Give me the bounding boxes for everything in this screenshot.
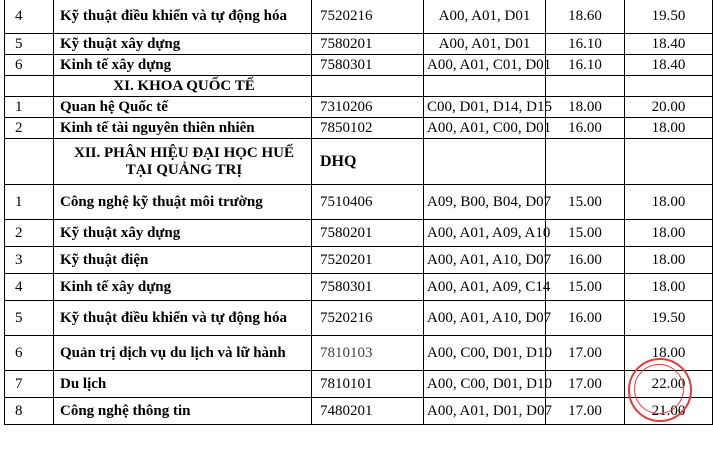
major-name: Công nghệ thông tin bbox=[54, 398, 312, 425]
row-number: 2 bbox=[5, 118, 54, 139]
score-2: 18.40 bbox=[625, 34, 713, 55]
subject-combinations: A00, C00, D01, D10 bbox=[424, 336, 546, 371]
subject-combinations: A00, A01, C00, D01 bbox=[424, 118, 546, 139]
score-1: 15.00 bbox=[546, 220, 625, 247]
major-name: Kỹ thuật xây dựng bbox=[54, 34, 312, 55]
table-row bbox=[5, 301, 713, 336]
major-code: 7850102 bbox=[312, 118, 424, 139]
subject-combinations: A09, B00, B04, D07 bbox=[424, 185, 546, 220]
score-2: 22.00 bbox=[625, 371, 713, 398]
score-2: 18.00 bbox=[625, 274, 713, 301]
table-row bbox=[5, 185, 713, 220]
subject-combinations: A00, A01, A09, C14 bbox=[424, 274, 546, 301]
row-number: 5 bbox=[5, 34, 54, 55]
row-number: 4 bbox=[5, 0, 54, 34]
score-1: 16.00 bbox=[546, 247, 625, 274]
subject-combinations: A00, A01, D01 bbox=[424, 0, 546, 34]
major-code: 7580201 bbox=[312, 220, 424, 247]
score-1: 16.00 bbox=[546, 301, 625, 336]
section-header-row bbox=[5, 139, 713, 185]
subject-combinations: A00, A01, C01, D01 bbox=[424, 55, 546, 76]
major-name: Kỹ thuật điều khiển và tự động hóa bbox=[54, 301, 312, 336]
score-2: 18.00 bbox=[625, 247, 713, 274]
score-2: 19.50 bbox=[625, 301, 713, 336]
major-code: 7310206 bbox=[312, 97, 424, 118]
major-code: 7520201 bbox=[312, 247, 424, 274]
major-code: 7520216 bbox=[312, 301, 424, 336]
admission-score-table bbox=[4, 0, 713, 425]
row-number: 6 bbox=[5, 55, 54, 76]
score-1: 17.00 bbox=[546, 336, 625, 371]
score-2: 18.00 bbox=[625, 220, 713, 247]
major-code: 7510406 bbox=[312, 185, 424, 220]
section-header-row bbox=[5, 76, 713, 97]
major-name: Kỹ thuật điều khiển và tự động hóa bbox=[54, 0, 312, 34]
score-1: 16.00 bbox=[546, 118, 625, 139]
subject-combinations: A00, A01, A10, D07 bbox=[424, 247, 546, 274]
major-name: Du lịch bbox=[54, 371, 312, 398]
major-code: 7810101 bbox=[312, 371, 424, 398]
score-2: 21.00 bbox=[625, 398, 713, 425]
major-code: 7580201 bbox=[312, 34, 424, 55]
table-row bbox=[5, 220, 713, 247]
row-number: 4 bbox=[5, 274, 54, 301]
score-1: 18.00 bbox=[546, 97, 625, 118]
table-row bbox=[5, 0, 713, 34]
row-number: 6 bbox=[5, 336, 54, 371]
score-1: 18.60 bbox=[546, 0, 625, 34]
score-2: 18.00 bbox=[625, 118, 713, 139]
subject-combinations: A00, A01, A09, A10 bbox=[424, 220, 546, 247]
table-row bbox=[5, 336, 713, 371]
score-1: 16.10 bbox=[546, 55, 625, 76]
row-number: 5 bbox=[5, 301, 54, 336]
major-code: 7520216 bbox=[312, 0, 424, 34]
row-number: 1 bbox=[5, 97, 54, 118]
major-code: 7810103 bbox=[312, 336, 424, 371]
row-number: 7 bbox=[5, 371, 54, 398]
table-row bbox=[5, 118, 713, 139]
major-name: Kinh tế xây dựng bbox=[54, 274, 312, 301]
major-name: Kinh tế xây dựng bbox=[54, 55, 312, 76]
score-1: 17.00 bbox=[546, 371, 625, 398]
score-1: 17.00 bbox=[546, 398, 625, 425]
major-name: Kinh tế tài nguyên thiên nhiên bbox=[54, 118, 312, 139]
table-row bbox=[5, 55, 713, 76]
score-2: 19.50 bbox=[625, 0, 713, 34]
score-2: 20.00 bbox=[625, 97, 713, 118]
major-name: Công nghệ kỹ thuật môi trường bbox=[54, 185, 312, 220]
table-row bbox=[5, 371, 713, 398]
subject-combinations: A00, A01, D01, D07 bbox=[424, 398, 546, 425]
score-2: 18.00 bbox=[625, 185, 713, 220]
major-name: Quan hệ Quốc tế bbox=[54, 97, 312, 118]
major-name: Quản trị dịch vụ du lịch và lữ hành bbox=[54, 336, 312, 371]
subject-combinations: A00, C00, D01, D10 bbox=[424, 371, 546, 398]
subject-combinations: A00, A01, A10, D07 bbox=[424, 301, 546, 336]
score-2: 18.00 bbox=[625, 336, 713, 371]
table-row bbox=[5, 97, 713, 118]
row-number: 2 bbox=[5, 220, 54, 247]
table-row bbox=[5, 274, 713, 301]
score-1: 16.10 bbox=[546, 34, 625, 55]
score-1: 15.00 bbox=[546, 274, 625, 301]
row-number: 1 bbox=[5, 185, 54, 220]
major-code: 7580301 bbox=[312, 55, 424, 76]
subject-combinations: C00, D01, D14, D15 bbox=[424, 97, 546, 118]
row-number: 3 bbox=[5, 247, 54, 274]
section-title: XII. PHÂN HIỆU ĐẠI HỌC HUẾ TẠI QUẢNG TRỊ bbox=[54, 139, 312, 185]
major-code: 7480201 bbox=[312, 398, 424, 425]
table-row bbox=[5, 247, 713, 274]
score-1: 15.00 bbox=[546, 185, 625, 220]
score-2: 18.40 bbox=[625, 55, 713, 76]
major-code: 7580301 bbox=[312, 274, 424, 301]
table-row bbox=[5, 398, 713, 425]
major-name: Kỹ thuật xây dựng bbox=[54, 220, 312, 247]
section-title: XI. KHOA QUỐC TẾ bbox=[54, 76, 312, 97]
subject-combinations: A00, A01, D01 bbox=[424, 34, 546, 55]
campus-code: DHQ bbox=[312, 139, 424, 185]
table-row bbox=[5, 34, 713, 55]
row-number: 8 bbox=[5, 398, 54, 425]
major-name: Kỹ thuật điện bbox=[54, 247, 312, 274]
